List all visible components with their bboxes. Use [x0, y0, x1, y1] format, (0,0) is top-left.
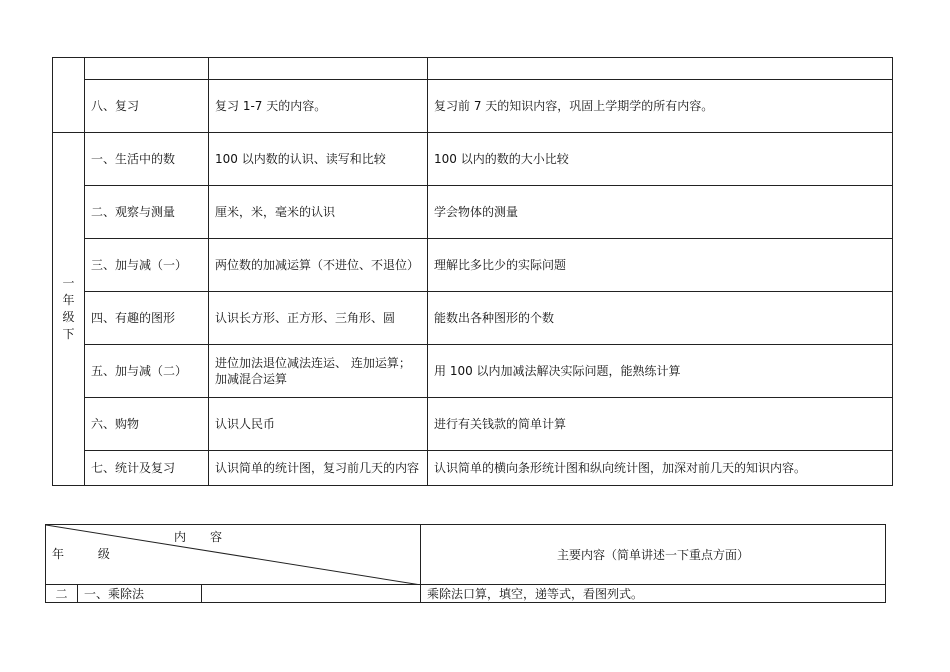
header-content-label: 内容 [174, 530, 247, 544]
table-row [53, 239, 893, 292]
table-cell [85, 58, 209, 80]
header-main-content: 主要内容（简单讲述一下重点方面） [421, 525, 886, 585]
goal-cell: 进行有关钱款的简单计算 [428, 398, 893, 451]
goal-cell: 乘除法口算，填空，递等式，看图列式。 [421, 585, 886, 603]
content-cell: 认识简单的统计图，复习前几天的内容 [209, 451, 428, 486]
goal-cell: 认识简单的横向条形统计图和纵向统计图，加深对前几天的知识内容。 [428, 451, 893, 486]
header-grade-char: 级 [97, 547, 110, 561]
unit-cell: 六、购物 [85, 398, 209, 451]
unit-cell: 一、乘除法 [78, 585, 202, 603]
table-row [53, 345, 893, 398]
table-row [53, 80, 893, 133]
content-cell: 进位加法退位减法连运、 连加运算；加减混合运算 [209, 345, 428, 398]
goal-cell: 用 100 以内加减法解决实际问题，能熟练计算 [428, 345, 893, 398]
table-row [53, 451, 893, 486]
table-row [53, 58, 893, 80]
table-header-row [46, 525, 886, 585]
unit-cell: 七、统计及复习 [85, 451, 209, 486]
table-row [46, 585, 886, 603]
table-cell [428, 58, 893, 80]
unit-cell: 八、复习 [85, 80, 209, 133]
content-cell: 复习 1-7 天的内容。 [209, 80, 428, 133]
unit-cell: 三、加与减（一） [85, 239, 209, 292]
curriculum-table-grade1 [52, 57, 893, 486]
header-grade-char: 年 [52, 547, 65, 561]
table-row [53, 186, 893, 239]
header-grade-label [52, 546, 110, 562]
unit-cell: 五、加与减（二） [85, 345, 209, 398]
content-cell: 100 以内数的认识、读写和比较 [209, 133, 428, 186]
goal-cell: 学会物体的测量 [428, 186, 893, 239]
grade-cell-prev [53, 58, 85, 133]
curriculum-table-grade2 [45, 524, 886, 603]
grade-cell [53, 133, 85, 486]
grade-cell: 二 [46, 585, 78, 603]
goal-cell: 能数出各种图形的个数 [428, 292, 893, 345]
content-cell: 认识人民币 [209, 398, 428, 451]
content-cell: 认识长方形、正方形、三角形、圆 [209, 292, 428, 345]
goal-cell: 100 以内的数的大小比较 [428, 133, 893, 186]
diagonal-header-cell [46, 525, 421, 585]
unit-cell: 四、有趣的图形 [85, 292, 209, 345]
table-row [53, 292, 893, 345]
goal-cell: 复习前 7 天的知识内容，巩固上学期学的所有内容。 [428, 80, 893, 133]
unit-cell: 二、观察与测量 [85, 186, 209, 239]
content-cell [202, 585, 421, 603]
content-cell: 两位数的加减运算（不进位、不退位） [209, 239, 428, 292]
goal-cell: 理解比多比少的实际问题 [428, 239, 893, 292]
grade-label: 一 年 级 下 [62, 276, 75, 341]
content-cell: 厘米，米，毫米的认识 [209, 186, 428, 239]
table-cell [209, 58, 428, 80]
table-row [53, 398, 893, 451]
table-row [53, 133, 893, 186]
unit-cell: 一、生活中的数 [85, 133, 209, 186]
